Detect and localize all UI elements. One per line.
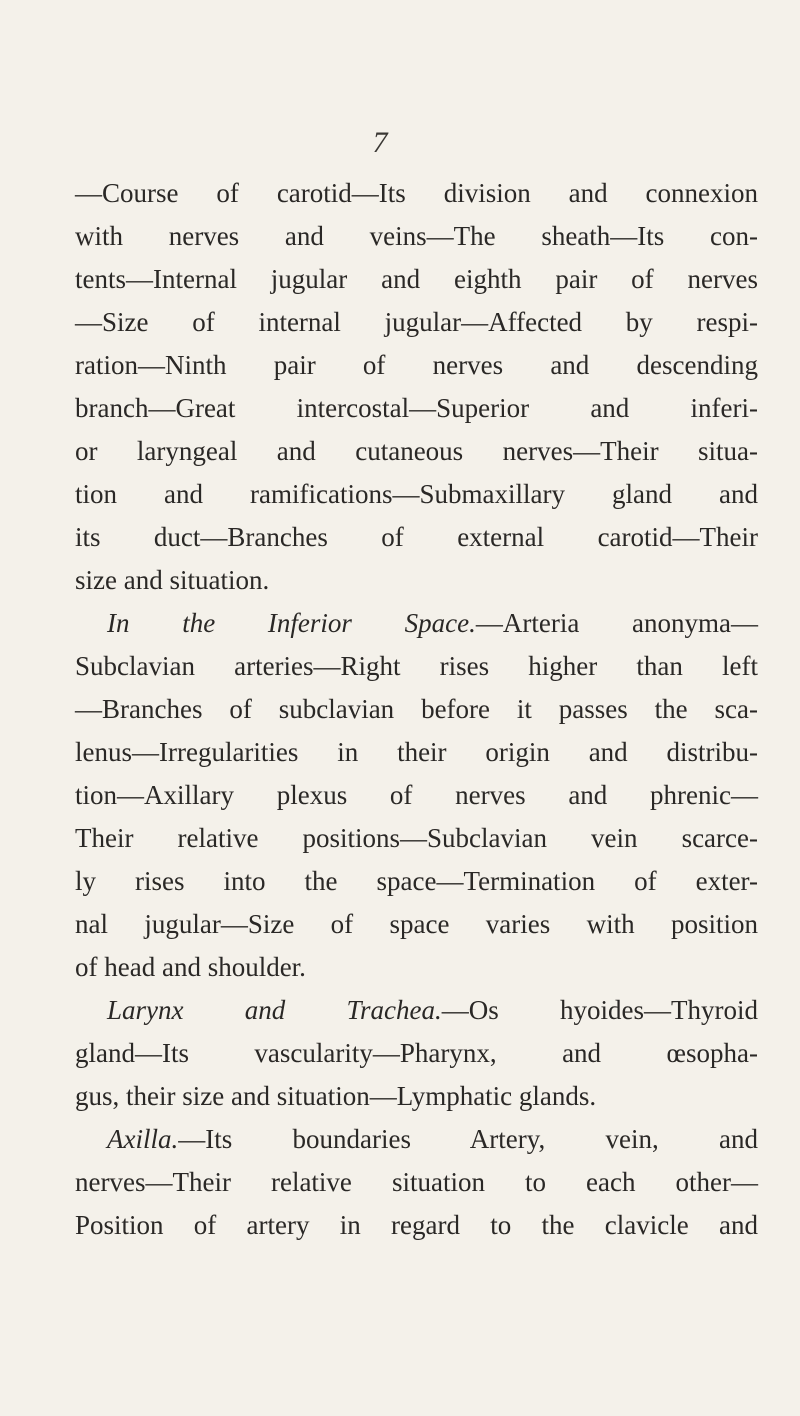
section-text: —Os hyoides—Thyroid <box>441 995 759 1025</box>
text-line: tion—Axillary plexus of nerves and phrenic— <box>75 780 758 810</box>
text-line: —Branches of subclavian before it passes the sca- <box>75 694 758 724</box>
contents-text <box>75 172 758 1247</box>
text-line: nerves—Their relative situation to each other— <box>75 1167 758 1197</box>
section-line-larynx-trachea <box>75 989 758 1032</box>
section-heading: Axilla. <box>107 1124 179 1154</box>
section-heading: In the Inferior Space. <box>107 608 476 638</box>
text-line: with nerves and veins—The sheath—Its con- <box>75 221 758 251</box>
text-line: gland—Its vascularity—Pharynx, and œsopha- <box>75 1038 758 1068</box>
text-line: size and situation. <box>75 565 270 595</box>
text-line: ration—Ninth pair of nerves and descending <box>75 350 758 380</box>
section-line-inferior-space <box>75 602 758 645</box>
page-number: 7 <box>372 126 388 159</box>
text-line: of head and shoulder. <box>75 952 306 982</box>
text-line: tion and ramifications—Submaxillary gland and <box>75 479 758 509</box>
text-line: ly rises into the space—Termination of exter- <box>75 866 758 896</box>
text-line: or laryngeal and cutaneous nerves—Their situa- <box>75 436 758 466</box>
text-line: branch—Great intercostal—Superior and inferi- <box>75 393 758 423</box>
text-line: Position of artery in regard to the clavicle and <box>75 1210 758 1240</box>
text-line: tents—Internal jugular and eighth pair of nerves <box>75 264 758 294</box>
section-heading: Larynx and Trachea. <box>107 995 442 1025</box>
text-line: its duct—Branches of external carotid—Their <box>75 522 758 552</box>
text-line: Subclavian arteries—Right rises higher than left <box>75 651 758 681</box>
text-line: nal jugular—Size of space varies with position <box>75 909 758 939</box>
section-line-axilla <box>75 1118 758 1161</box>
text-line: —Size of internal jugular—Affected by respi- <box>75 307 758 337</box>
text-line: —Course of carotid—Its division and connexion <box>75 178 758 208</box>
text-line: Their relative positions—Subclavian vein scarce- <box>75 823 758 853</box>
section-text: —Arteria anonyma— <box>475 608 759 638</box>
text-line: gus, their size and situation—Lymphatic glands. <box>75 1081 597 1111</box>
text-line: lenus—Irregularities in their origin and distribu- <box>75 737 758 767</box>
section-text: —Its boundaries Artery, vein, and <box>178 1124 758 1154</box>
